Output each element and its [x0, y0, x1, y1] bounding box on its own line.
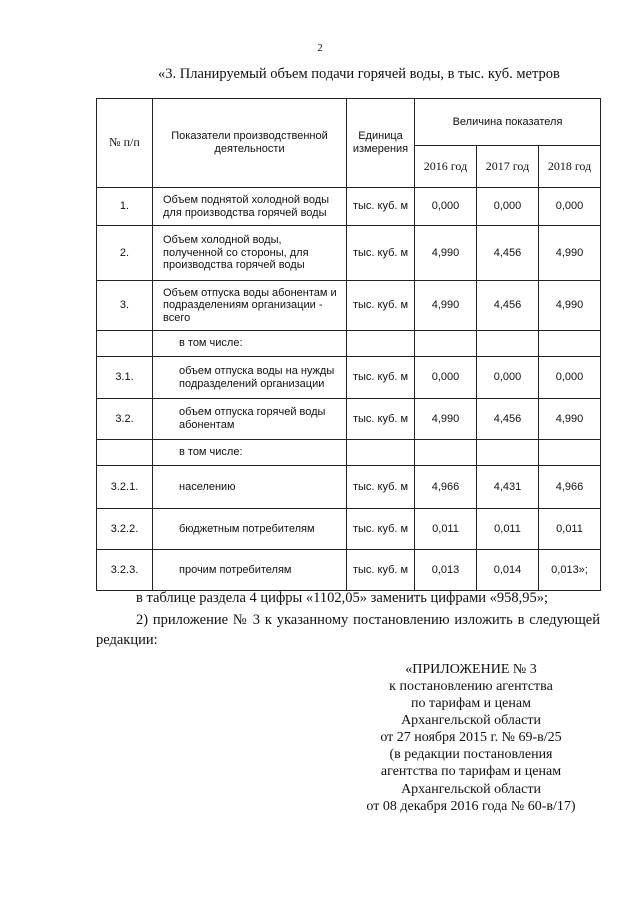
row-value-2018: 4,990 [539, 226, 601, 281]
table-row [97, 440, 601, 466]
section-title: «3. Планируемый объем подачи горячей воды, в тыс. куб. метров [158, 66, 560, 82]
table-row [97, 188, 601, 226]
table-row [97, 399, 601, 440]
row-value-2016: 0,013 [415, 550, 477, 591]
row-unit: тыс. куб. м [347, 226, 415, 281]
table-row [97, 509, 601, 550]
header-unit: Единица измерения [347, 99, 415, 188]
paragraph-appendix-3: 2) приложение № 3 к указанному постановлению изложить в следующей редакции: [96, 612, 600, 648]
row-num: 3.2. [97, 399, 153, 440]
appendix-line: по тарифам и ценам [411, 696, 531, 712]
row-value-2018: 0,013»; [539, 550, 601, 591]
row-value-2017 [477, 331, 539, 357]
row-num: 1. [97, 188, 153, 226]
water-supply-table [96, 98, 601, 591]
row-value-2016: 4,990 [415, 281, 477, 331]
row-value-2018: 4,990 [539, 281, 601, 331]
row-value-2018: 0,011 [539, 509, 601, 550]
row-unit: тыс. куб. м [347, 550, 415, 591]
table-row [97, 357, 601, 399]
row-value-2018 [539, 440, 601, 466]
header-indicator: Показатели производственной деятельности [153, 99, 347, 188]
table-row [97, 550, 601, 591]
row-value-2016: 0,000 [415, 357, 477, 399]
appendix-header [330, 661, 612, 815]
page-number: 2 [317, 42, 323, 54]
row-unit: тыс. куб. м [347, 509, 415, 550]
row-value-2016: 4,966 [415, 466, 477, 509]
appendix-line: к постановлению агентства [389, 679, 553, 695]
row-indicator: прочим потребителям [153, 550, 347, 591]
row-num: 3.2.2. [97, 509, 153, 550]
row-num: 3.1. [97, 357, 153, 399]
row-unit [347, 440, 415, 466]
row-unit: тыс. куб. м [347, 281, 415, 331]
row-value-2017: 0,011 [477, 509, 539, 550]
row-value-2017: 4,456 [477, 281, 539, 331]
table-row [97, 281, 601, 331]
appendix-line: агентства по тарифам и ценам [380, 764, 562, 780]
row-indicator: Объем поднятой холодной воды для производства горячей воды [153, 188, 347, 226]
row-value-2016: 4,990 [415, 226, 477, 281]
table-row [97, 226, 601, 281]
row-value-2017: 4,431 [477, 466, 539, 509]
paragraph-table-section4: в таблице раздела 4 цифры «1102,05» заменить цифрами «958,95»; [136, 590, 549, 606]
row-unit: тыс. куб. м [347, 399, 415, 440]
row-indicator: в том числе: [153, 440, 347, 466]
row-value-2016 [415, 331, 477, 357]
row-num: 3.2.1. [97, 466, 153, 509]
table-row [97, 466, 601, 509]
row-indicator: Объем холодной воды, полученной со стороны, для производства горячей воды [153, 226, 347, 281]
appendix-line: Архангельской области [401, 781, 541, 797]
table-header-row [97, 99, 601, 146]
row-value-2016: 0,000 [415, 188, 477, 226]
header-value: Величина показателя [415, 99, 601, 146]
row-indicator: в том числе: [153, 331, 347, 357]
header-num: № п/п [97, 99, 153, 188]
row-value-2017 [477, 440, 539, 466]
row-indicator: объем отпуска воды на нужды подразделений организации [153, 357, 347, 399]
appendix-line: «ПРИЛОЖЕНИЕ № 3 [405, 662, 537, 677]
row-value-2018: 0,000 [539, 188, 601, 226]
row-value-2017: 0,000 [477, 357, 539, 399]
row-unit: тыс. куб. м [347, 188, 415, 226]
row-unit: тыс. куб. м [347, 466, 415, 509]
row-unit [347, 331, 415, 357]
row-value-2017: 4,456 [477, 399, 539, 440]
row-value-2018 [539, 331, 601, 357]
row-value-2016: 0,011 [415, 509, 477, 550]
appendix-line: от 27 ноября 2015 г. № 69-в/25 [380, 730, 562, 746]
row-num: 3. [97, 281, 153, 331]
row-unit: тыс. куб. м [347, 357, 415, 399]
row-value-2017: 0,014 [477, 550, 539, 591]
row-value-2017: 0,000 [477, 188, 539, 226]
table-row [97, 331, 601, 357]
table-body [97, 188, 601, 591]
row-indicator: Объем отпуска воды абонентам и подразделениям организации - всего [153, 281, 347, 331]
row-num: 3.2.3. [97, 550, 153, 591]
row-indicator: объем отпуска горячей воды абонентам [153, 399, 347, 440]
header-year: 2017 год [477, 146, 539, 188]
row-indicator: населению [153, 466, 347, 509]
row-value-2016: 4,990 [415, 399, 477, 440]
appendix-line: (в редакции постановления [389, 747, 553, 763]
row-value-2018: 4,990 [539, 399, 601, 440]
row-num: 2. [97, 226, 153, 281]
row-indicator: бюджетным потребителям [153, 509, 347, 550]
appendix-line: от 08 декабря 2016 года № 60-в/17) [366, 798, 576, 814]
header-year: 2018 год [539, 146, 601, 188]
row-value-2018: 4,966 [539, 466, 601, 509]
header-year: 2016 год [415, 146, 477, 188]
row-value-2018: 0,000 [539, 357, 601, 399]
appendix-line: Архангельской области [401, 713, 541, 729]
row-value-2016 [415, 440, 477, 466]
row-num [97, 440, 153, 466]
row-value-2017: 4,456 [477, 226, 539, 281]
row-num [97, 331, 153, 357]
